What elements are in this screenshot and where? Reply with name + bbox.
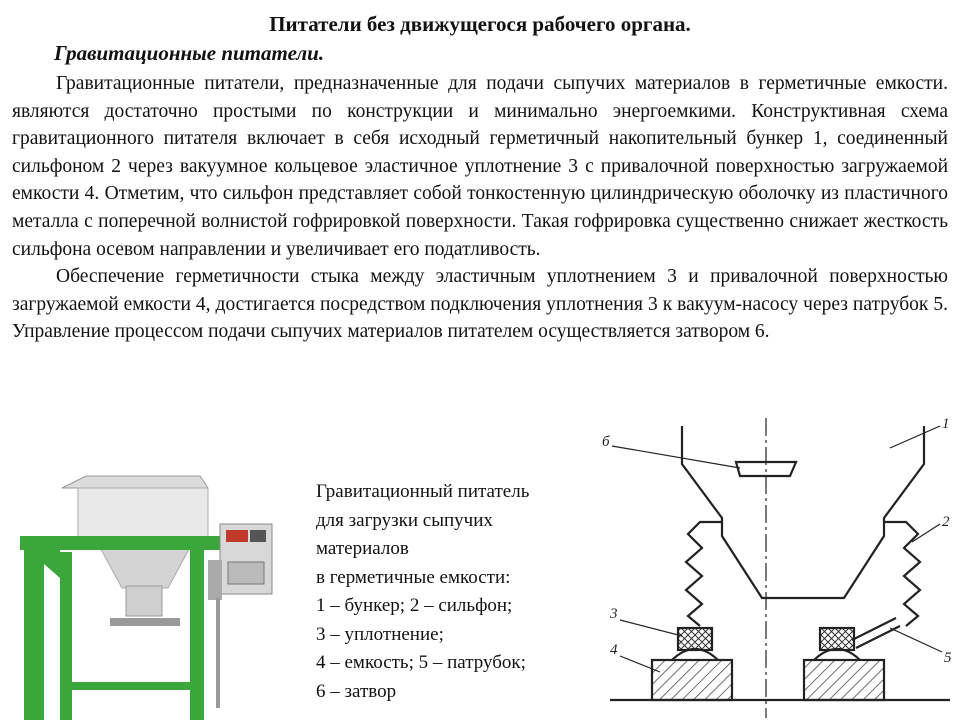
label-6: б	[602, 434, 610, 450]
feeder-photo	[0, 468, 300, 720]
paragraph: Обеспечение герметичности стыка между эластичным уплотнением 3 и привалочной поверхностью загружаемой емкости 4, достигается посредством подключения уплотнения 3 к вакуум-насосу через патрубок 5. Управление процессом подачи сыпучих материалов питателем осуществляется затвором 6.	[12, 266, 948, 343]
caption-line: 4 – емкость; 5 – патрубок;	[316, 652, 526, 673]
label-5: 5	[944, 650, 952, 666]
caption-line: 6 – затвор	[316, 680, 397, 702]
caption-line: 3 – уплотнение;	[316, 623, 444, 645]
label-4: 4	[610, 642, 618, 658]
label-3: 3	[610, 606, 618, 622]
caption-line: для загрузки сыпучих	[316, 509, 493, 531]
feeder-schematic	[590, 418, 960, 720]
body-text	[12, 70, 948, 346]
figure-caption	[316, 478, 596, 706]
caption-line: Гравитационный питатель	[316, 481, 530, 502]
section-subtitle: Гравитационные питатели.	[54, 41, 325, 65]
caption-line: в герметичные емкости:	[316, 566, 511, 588]
page-title: Питатели без движущегося рабочего органа.	[269, 12, 691, 36]
label-2: 2	[942, 514, 950, 530]
caption-line: 1 – бункер; 2 – сильфон;	[316, 595, 513, 616]
label-1: 1	[942, 418, 950, 432]
paragraph: Гравитационные питатели, предназначенные для подачи сыпучих материалов в герметичные емкости. являются достаточно простыми по конструкции и минимально энергоемкими. Конструктивная схема гравитационного питателя включает в себя исходный герметичный накопительный бункер 1, соединенный сильфоном 2 через вакуумное кольцевое эластичное уплотнение 3 с привалочной поверхностью загружаемой емкости 4. Отметим, что сильфон представляет собой тонкостенную цилиндрическую оболочку из пластичного металла с поперечной волнистой гофрировкой поверхности. Такая гофрировка существенно снижает жесткость сильфона осевом направлении и увеличивает его податливость.	[12, 73, 948, 260]
caption-line: материалов	[316, 538, 409, 559]
